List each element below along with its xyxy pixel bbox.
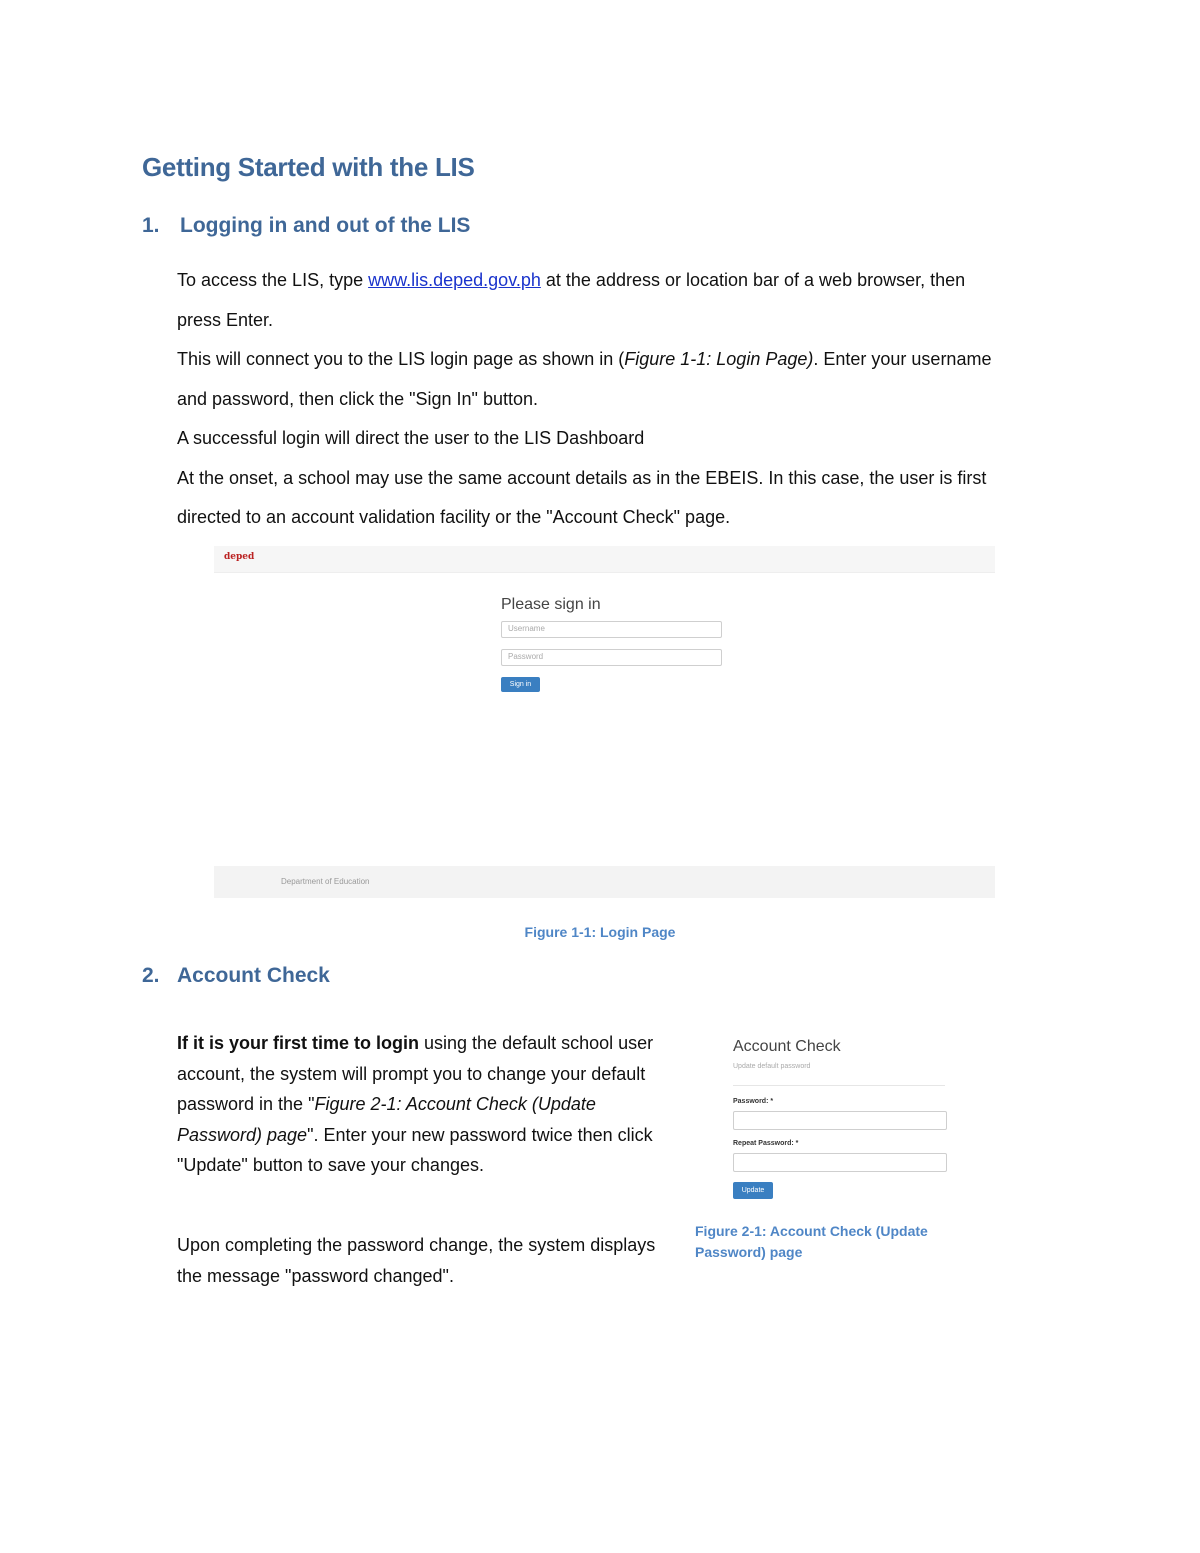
- section1-paragraph-2: [177, 349, 991, 369]
- account-check-title: Account Check: [733, 1038, 841, 1055]
- divider: [733, 1085, 945, 1086]
- section1-paragraph-3: A successful login will direct the user to the LIS Dashboard: [177, 428, 645, 448]
- p1-figure-ref: Figure 2-1: Account Check (Update Password) page: [177, 1094, 596, 1145]
- p2-text-post: . Enter your username: [813, 349, 992, 369]
- sign-in-button[interactable]: Sign in: [501, 677, 540, 692]
- p1-rest: using the default school user account, the system will prompt you to change your default password in the ": [177, 1033, 654, 1114]
- p2-text-pre: This will connect you to the LIS login page as shown in (: [177, 349, 625, 369]
- section2-title: Account Check: [177, 964, 330, 987]
- p1-text-pre: To access the LIS, type: [177, 270, 369, 290]
- repeat-password-label: Repeat Password: *: [733, 1140, 799, 1147]
- section1-number: 1.: [142, 214, 160, 237]
- lis-url-link[interactable]: www.lis.deped.gov.ph: [368, 270, 541, 290]
- figure2-caption: Figure 2-1: Account Check (Update Password) page: [695, 1223, 928, 1260]
- section1-title: Logging in and out of the LIS: [180, 214, 471, 237]
- repeat-password-input[interactable]: [733, 1153, 947, 1172]
- new-password-input[interactable]: [733, 1111, 947, 1130]
- p2-text: Upon completing the password change, the system displays the message "password changed".: [177, 1235, 656, 1286]
- figure1-caption: Figure 1-1: Login Page: [524, 924, 676, 940]
- deped-logo: deped: [224, 552, 255, 562]
- section2-heading: [142, 964, 330, 988]
- update-button[interactable]: Update: [733, 1182, 773, 1199]
- section1-paragraph-2-line2: and password, then click the "Sign In" button.: [177, 389, 538, 409]
- p1-text-post: at the address or location bar of a web browser, then: [540, 270, 966, 290]
- section1-paragraph-4-line2: directed to an account validation facility or the "Account Check" page.: [177, 507, 731, 527]
- footer-text: Department of Education: [281, 877, 370, 886]
- section2-paragraph-2: [177, 1230, 657, 1291]
- username-input[interactable]: [501, 621, 722, 638]
- password-placeholder: Password: [508, 652, 544, 661]
- section1-paragraph-1: [177, 270, 965, 290]
- section2-number: 2.: [142, 964, 160, 987]
- password-label: Password: *: [733, 1098, 774, 1105]
- signin-title: Please sign in: [501, 596, 601, 613]
- footer: [214, 866, 995, 898]
- login-page-figure: [214, 546, 995, 898]
- p2-figure-ref: Figure 1-1: Login Page): [624, 349, 814, 369]
- account-check-figure: [726, 1030, 956, 1210]
- password-input[interactable]: [501, 649, 722, 666]
- account-check-subtitle: Update default password: [733, 1063, 811, 1070]
- section1-paragraph-1-line2: press Enter.: [177, 310, 274, 330]
- section1-heading: [142, 214, 470, 238]
- p1-bold: If it is your first time to login: [177, 1033, 420, 1053]
- section1-paragraph-4: At the onset, a school may use the same account details as in the EBEIS. In this case, the user is first: [177, 468, 987, 488]
- navbar: [214, 546, 995, 573]
- page-title: Getting Started with the LIS: [142, 152, 475, 182]
- p1-end: ". Enter your new password twice then click "Update" button to save your changes.: [177, 1124, 653, 1175]
- username-placeholder: Username: [508, 624, 545, 633]
- section2-paragraph-1: [177, 1028, 657, 1181]
